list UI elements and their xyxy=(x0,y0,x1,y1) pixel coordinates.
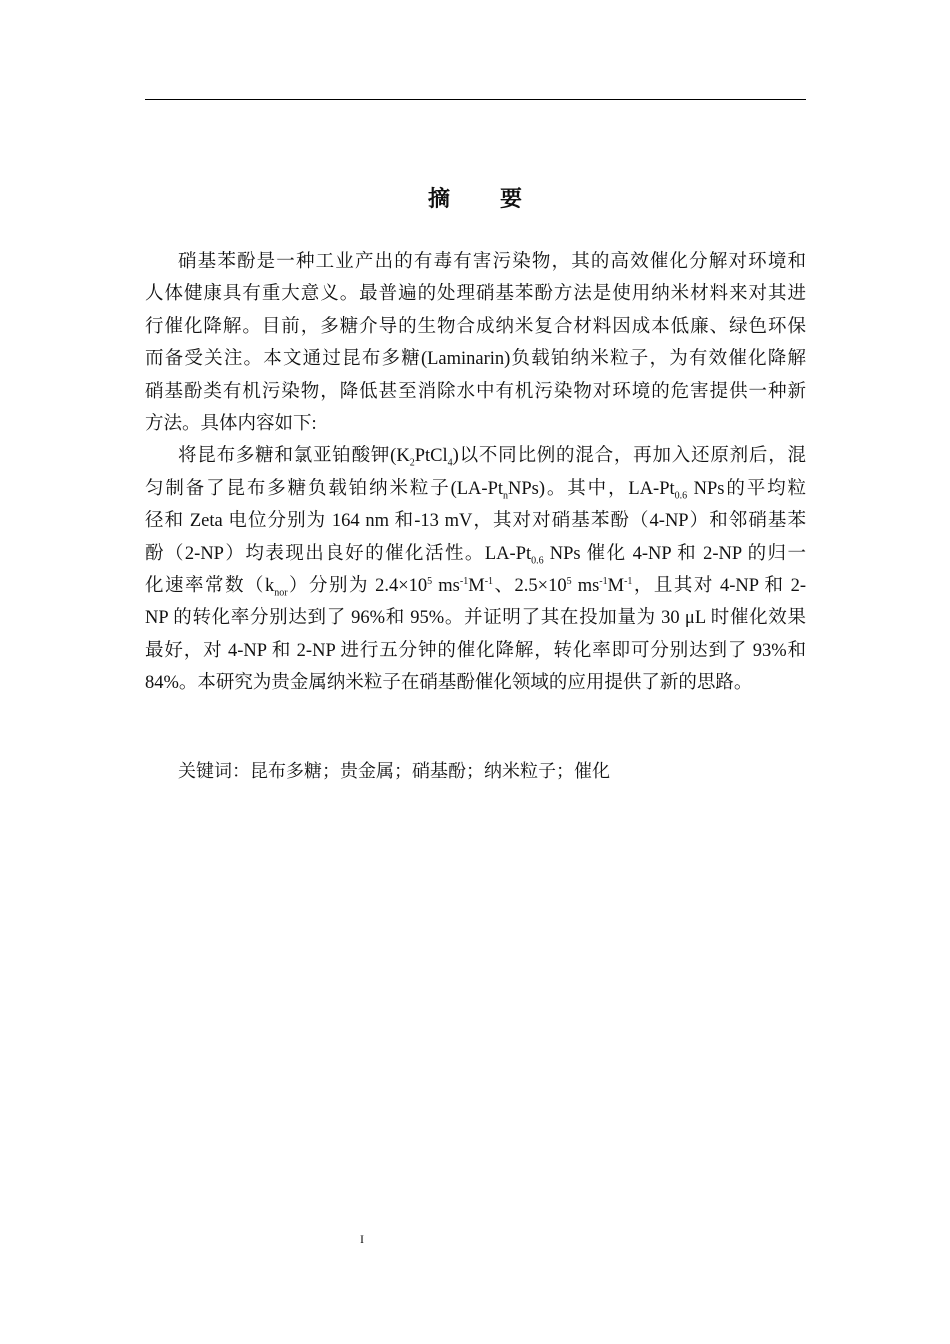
text-segment: ）分别为 2.4×10 xyxy=(287,575,428,596)
page-number: I xyxy=(360,1232,364,1246)
subscript: 0.6 xyxy=(674,490,688,502)
text-segment: M xyxy=(607,575,625,596)
text-segment: 最好，对 4-NP 和 2-NP 进行五分钟的催化降解，转化率即可分别达到了 93%和 xyxy=(145,640,806,661)
subscript: n xyxy=(503,490,509,502)
text-line xyxy=(145,343,806,375)
text-segment: 匀制备了昆布多糖负载铂纳米粒子(LA-Pt xyxy=(145,478,504,499)
text-line xyxy=(145,376,806,408)
subscript: 4 xyxy=(447,458,453,470)
text-segment: M xyxy=(468,575,485,596)
subscript: 2 xyxy=(409,458,415,470)
text-segment: NPs的平均粒 xyxy=(687,478,806,499)
text-line xyxy=(145,635,806,667)
text-segment: NPs 催化 4-NP 和 2-NP 的归一 xyxy=(543,543,806,564)
text-segment: 人体健康具有重大意义。最普遍的处理硝基苯酚方法是使用纳米材料来对其进 xyxy=(145,284,806,305)
subscript: nor xyxy=(274,587,288,599)
header-rule xyxy=(145,99,806,100)
text-segment: ，且其对 4-NP 和 2- xyxy=(632,575,807,596)
subscript: 0.6 xyxy=(531,555,544,567)
text-segment: 、2.5×10 xyxy=(493,575,567,596)
text-line xyxy=(145,602,806,634)
text-line xyxy=(145,311,806,343)
text-segment: 酚（2-NP）均表现出良好的催化活性。LA-Pt xyxy=(145,543,532,564)
text-line xyxy=(145,505,806,537)
abstract-paragraph xyxy=(145,246,806,440)
text-line xyxy=(145,440,806,472)
text-line xyxy=(145,278,806,310)
text-line xyxy=(145,246,806,278)
text-segment: 硝基苯酚是一种工业产出的有毒有害污染物，其的高效催化分解对环境和 xyxy=(178,252,806,272)
keywords: 关键词：昆布多糖；贵金属；硝基酚；纳米粒子；催化 xyxy=(178,761,610,781)
text-segment: NP 的转化率分别达到了 96%和 95%。并证明了其在投加量为 30 μL 时催化效果 xyxy=(145,608,806,629)
abstract-body xyxy=(145,246,806,699)
text-segment: 方法。具体内容如下: xyxy=(145,413,317,434)
text-line xyxy=(145,473,806,505)
superscript: -1 xyxy=(484,575,494,587)
superscript: -1 xyxy=(624,575,633,587)
text-segment: 硝基酚类有机污染物，降低甚至消除水中有机污染物对环境的危害提供一种新 xyxy=(145,381,806,402)
text-segment: 84%。本研究为贵金属纳米粒子在硝基酚催化领域的应用提供了新的思路。 xyxy=(145,673,753,694)
superscript: 5 xyxy=(427,575,433,587)
superscript: -1 xyxy=(459,575,469,587)
title-char: 要 xyxy=(500,186,523,211)
text-segment: 行催化降解。目前，多糖介导的生物合成纳米复合材料因成本低廉、绿色环保 xyxy=(145,316,806,337)
page-title xyxy=(0,182,950,213)
abstract-paragraph xyxy=(145,440,806,699)
text-line xyxy=(145,570,806,602)
text-segment: PtCl xyxy=(414,446,448,467)
text-line xyxy=(145,408,806,440)
title-char: 摘 xyxy=(427,186,450,211)
text-segment: 将昆布多糖和氯亚铂酸钾(K xyxy=(178,446,410,467)
text-segment: ms xyxy=(571,575,600,596)
text-line xyxy=(145,538,806,570)
text-segment: NPs)。其中，LA-Pt xyxy=(508,478,675,499)
text-segment: )以不同比例的混合，再加入还原剂后，混 xyxy=(452,446,806,467)
superscript: -1 xyxy=(599,575,608,587)
text-segment: 而备受关注。本文通过昆布多糖(Laminarin)负载铂纳米粒子，为有效催化降解 xyxy=(145,349,806,370)
superscript: 5 xyxy=(566,575,572,587)
text-segment: 化速率常数（k xyxy=(145,575,275,596)
text-segment: 径和 Zeta 电位分别为 164 nm 和-13 mV，其对对硝基苯酚（4-NP）和邻硝基苯 xyxy=(145,511,806,532)
text-line xyxy=(145,667,806,699)
text-segment: ms xyxy=(432,575,460,596)
